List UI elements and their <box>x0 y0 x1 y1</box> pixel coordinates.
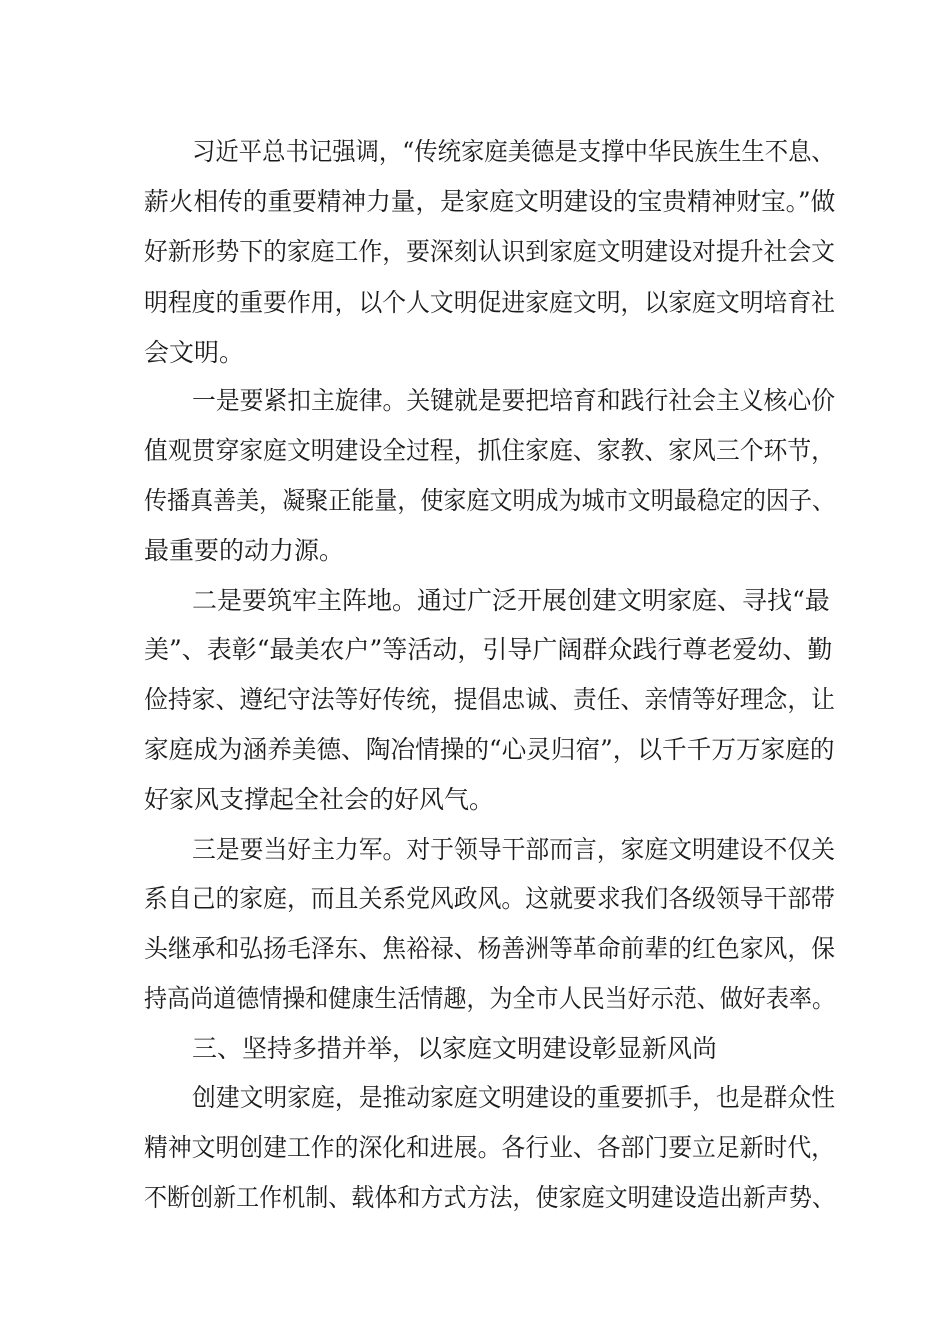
paragraph-1-line-5: 会文明。 <box>144 338 245 367</box>
paragraph-1-line-1: 习近平总书记强调，“传统家庭美德是支撑中华民族生生不息、 <box>192 137 835 166</box>
paragraph-3-line-4: 家庭成为涵养美德、陶冶情操的“心灵归宿”，以千千万万家庭的 <box>144 735 835 764</box>
paragraph-2-line-3: 传播真善美，凝聚正能量，使家庭文明成为城市文明最稳定的因子、 <box>144 486 835 515</box>
paragraph-3-line-5: 好家风支撑起全社会的好风气。 <box>144 785 495 814</box>
paragraph-1-line-4: 明程度的重要作用，以个人文明促进家庭文明，以家庭文明培育社 <box>144 288 836 317</box>
paragraph-6-line-3: 不断创新工作机制、载体和方式方法，使家庭文明建设造出新声势、 <box>144 1183 835 1212</box>
paragraph-4-line-3: 头继承和弘扬毛泽东、焦裕禄、杨善洲等革命前辈的红色家风，保 <box>144 934 836 963</box>
paragraph-2-line-1: 一是要紧扣主旋律。关键就是要把培育和践行社会主义核心价 <box>192 386 836 415</box>
paragraph-2-line-4: 最重要的动力源。 <box>144 536 345 565</box>
paragraph-1-line-3: 好新形势下的家庭工作，要深刻认识到家庭文明建设对提升社会文 <box>144 237 836 266</box>
paragraph-6-line-2: 精神文明创建工作的深化和进展。各行业、各部门要立足新时代， <box>144 1133 836 1162</box>
paragraph-3-line-3: 俭持家、遵纪守法等好传统，提倡忠诚、责任、亲情等好理念，让 <box>144 685 836 714</box>
paragraph-2-line-2: 值观贯穿家庭文明建设全过程，抓住家庭、家教、家风三个环节， <box>144 436 836 465</box>
paragraph-4-line-2: 系自己的家庭，而且关系党风政风。这就要求我们各级领导干部带 <box>144 884 836 913</box>
section-heading: 三、坚持多措并举，以家庭文明建设彰显新风尚 <box>192 1034 718 1063</box>
paragraph-6-line-1: 创建文明家庭，是推动家庭文明建设的重要抓手，也是群众性 <box>192 1083 836 1112</box>
paragraph-4-line-4: 持高尚道德情操和健康生活情趣，为全市人民当好示范、做好表率。 <box>144 984 835 1013</box>
paragraph-4-line-1: 三是要当好主力军。对于领导干部而言，家庭文明建设不仅关 <box>192 835 836 864</box>
paragraph-1-line-2: 薪火相传的重要精神力量，是家庭文明建设的宝贵精神财宝。”做 <box>144 187 836 216</box>
paragraph-3-line-2: 美”、表彰“最美农户”等活动，引导广阔群众践行尊老爱幼、勤 <box>144 635 833 664</box>
paragraph-3-line-1: 二是要筑牢主阵地。通过广泛开展创建文明家庭、寻找“最 <box>192 586 830 615</box>
